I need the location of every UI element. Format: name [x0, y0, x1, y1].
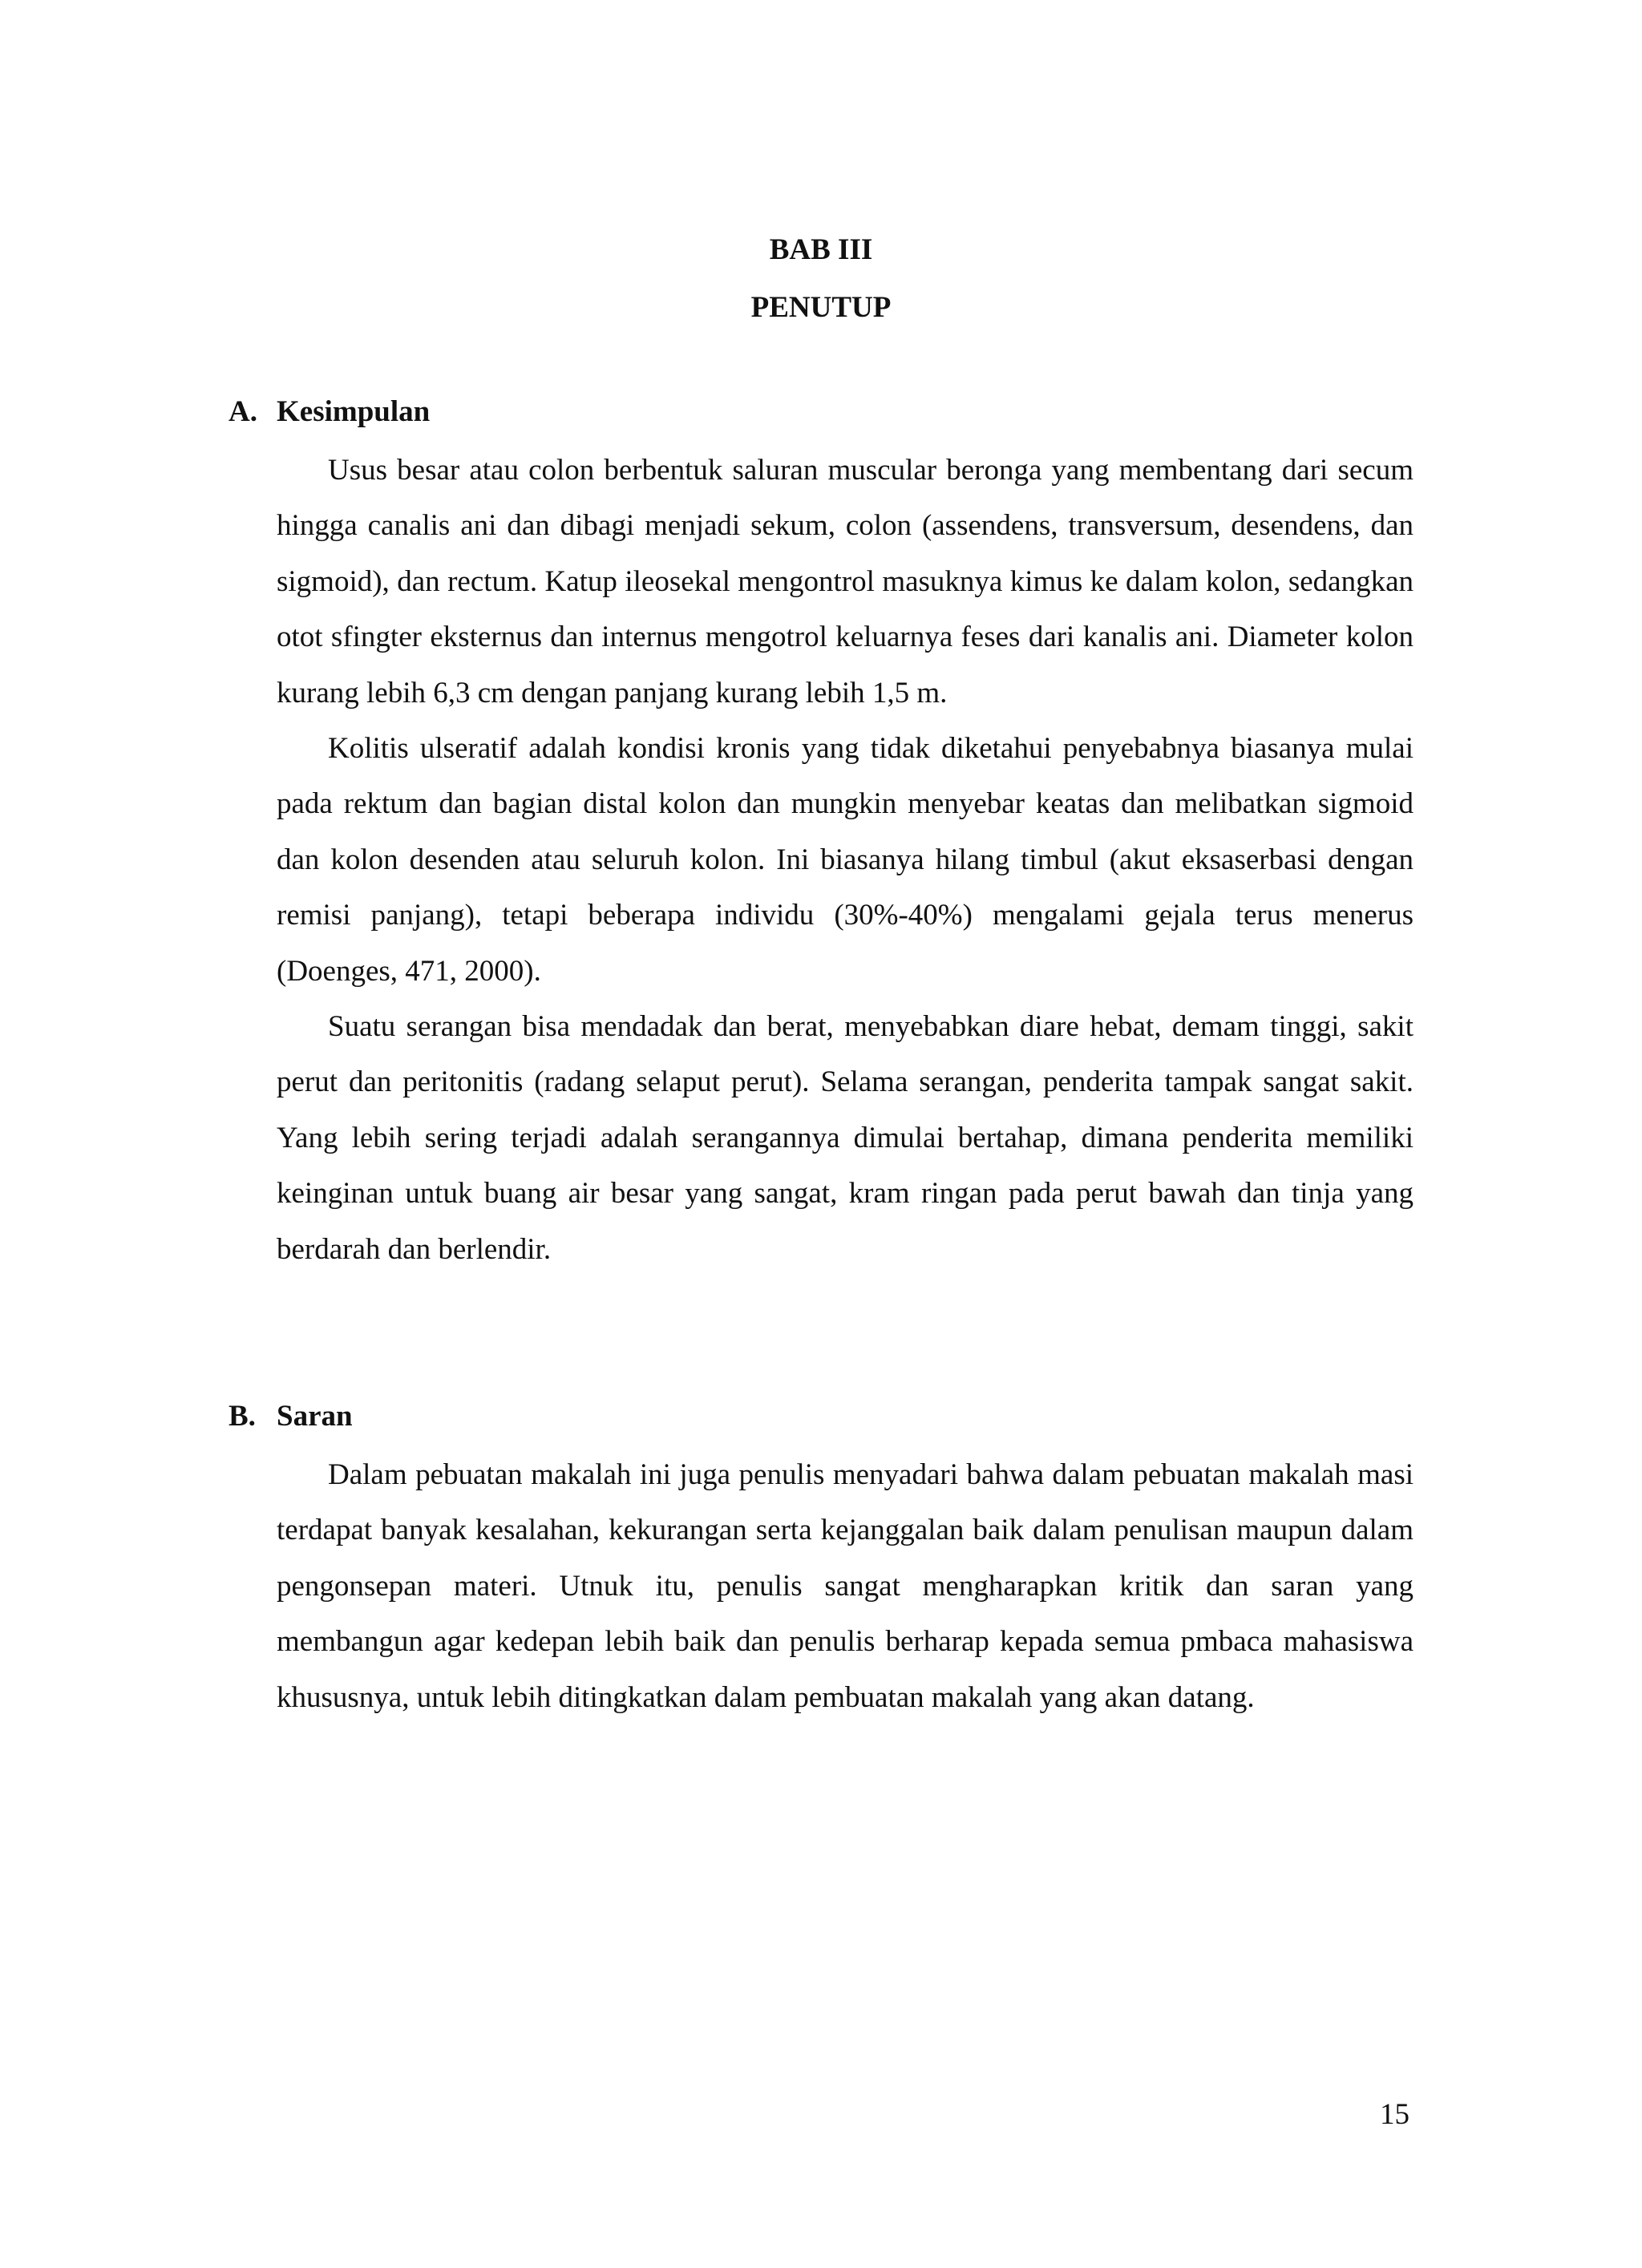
section-body-saran [277, 1447, 1413, 1725]
paragraph: Suatu serangan bisa mendadak dan berat, menyebabkan diare hebat, demam tinggi, sakit perut dan peritonitis (radang selaput perut). Selama serangan, penderita tampak sangat sakit. Yang lebih sering terjadi adalah serangannya dimulai bertahap, dimana penderita memiliki keinginan untuk buang air besar yang sangat, kram ringan pada perut bawah dan tinja yang berdarah dan berlendir. [277, 1010, 1413, 1266]
section-title: Kesimpulan [277, 395, 431, 428]
chapter-title: PENUTUP [750, 291, 892, 324]
page-number: 15 [1380, 2098, 1409, 2131]
paragraph: Kolitis ulseratif adalah kondisi kronis yang tidak diketahui penyebabnya biasanya mulai pada rektum dan bagian distal kolon dan mungkin menyebar keatas dan melibatkan sigmoid dan kolon desenden atau seluruh kolon. Ini biasanya hilang timbul (akut eksaserbasi dengan remisi panjang), tetapi beberapa individu (30%-40%) mengalami gejala terus menerus (Doenges, 471, 2000). [277, 732, 1413, 988]
chapter-heading [0, 221, 1642, 337]
chapter-number: BAB III [769, 233, 873, 266]
section-heading-kesimpulan [229, 385, 430, 439]
section-body-kesimpulan [277, 443, 1413, 1277]
section-letter: B. [229, 1400, 256, 1433]
paragraph: Dalam pebuatan makalah ini juga penulis menyadari bahwa dalam pebuatan makalah masi terdapat banyak kesalahan, kekurangan serta kejanggalan baik dalam penulisan maupun dalam pengonsepan materi. Utnuk itu, penulis sangat mengharapkan kritik dan saran yang membangun agar kedepan lebih baik dan penulis berharap kepada semua pmbaca mahasiswa khususnya, untuk lebih ditingkatkan dalam pembuatan makalah yang akan datang. [277, 1458, 1413, 1714]
section-letter: A. [229, 395, 257, 428]
section-title: Saran [277, 1400, 353, 1433]
section-heading-saran [229, 1389, 353, 1444]
paragraph: Usus besar atau colon berbentuk saluran muscular beronga yang membentang dari secum hingga canalis ani dan dibagi menjadi sekum, colon (assendens, transversum, desendens, dan sigmoid), dan rectum. Katup ileosekal mengontrol masuknya kimus ke dalam kolon, sedangkan otot sfingter eksternus dan internus mengotrol keluarnya feses dari kanalis ani. Diameter kolon kurang lebih 6,3 cm dengan panjang kurang lebih 1,5 m. [277, 454, 1413, 710]
